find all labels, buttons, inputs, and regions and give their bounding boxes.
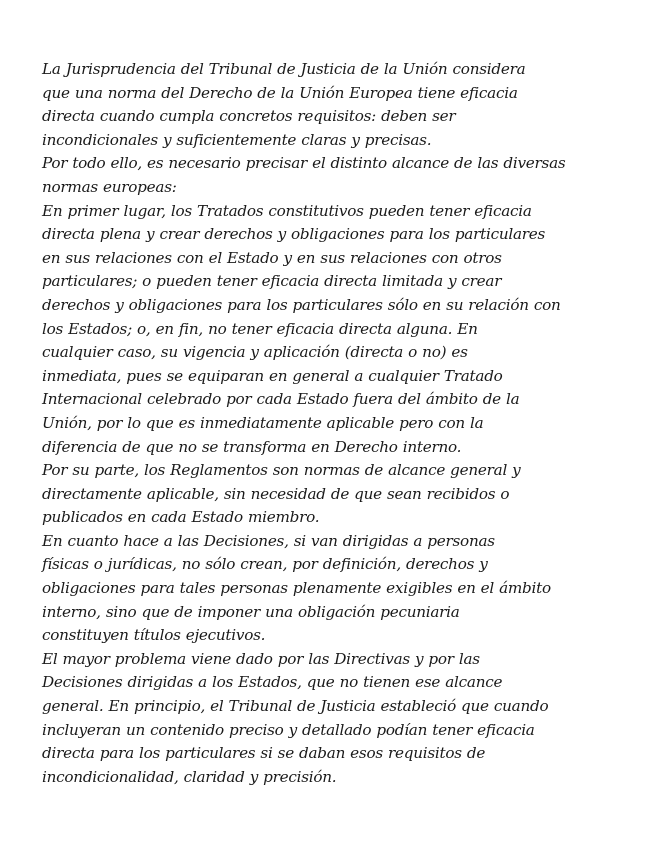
text-line: derechos y obligaciones para los particulares sólo en su relación con <box>42 295 561 314</box>
text-line: obligaciones para tales personas plenamente exigibles en el ámbito <box>42 579 551 598</box>
text-line: incondicionales y suficientemente claras y precisas. <box>42 130 432 149</box>
text-line: Decisiones dirigidas a los Estados, que no tienen ese alcance <box>42 673 503 692</box>
text-line: que una norma del Derecho de la Unión Europea tiene eficacia <box>42 83 518 102</box>
text-line: inmediata, pues se equiparan en general a cualquier Tratado <box>42 366 503 385</box>
text-line: incluyeran un contenido preciso y detallado podían tener eficacia <box>42 720 535 739</box>
text-line: general. En principio, el Tribunal de Justicia estableció que cuando <box>42 697 549 716</box>
text-line: los Estados; o, en fin, no tener eficacia directa alguna. En <box>42 319 478 338</box>
text-line: En primer lugar, los Tratados constitutivos pueden tener eficacia <box>42 201 532 220</box>
text-line: físicas o jurídicas, no sólo crean, por definición, derechos y <box>42 555 488 574</box>
text-line: En cuanto hace a las Decisiones, si van dirigidas a personas <box>42 531 495 550</box>
text-line: directamente aplicable, sin necesidad de que sean recibidos o <box>42 484 510 503</box>
document-body <box>42 58 602 789</box>
text-line: Por su parte, los Reglamentos son normas de alcance general y <box>42 461 521 480</box>
text-line: publicados en cada Estado miembro. <box>42 508 320 527</box>
text-line: Por todo ello, es necesario precisar el distinto alcance de las diversas <box>42 154 566 173</box>
text-line: en sus relaciones con el Estado y en sus relaciones con otros <box>42 248 502 267</box>
text-line: La Jurisprudencia del Tribunal de Justicia de la Unión considera <box>42 60 526 78</box>
text-line: directa para los particulares si se daban esos requisitos de <box>42 744 486 763</box>
text-line: Unión, por lo que es inmediatamente aplicable pero con la <box>42 413 484 432</box>
text-line: incondicionalidad, claridad y precisión. <box>42 767 337 786</box>
text-line: directa cuando cumpla concretos requisitos: deben ser <box>42 107 456 126</box>
text-line: cualquier caso, su vigencia y aplicación (directa o no) es <box>42 343 468 362</box>
text-line: normas europeas: <box>42 177 177 196</box>
text-line: particulares; o pueden tener eficacia directa limitada y crear <box>42 272 502 291</box>
text-line: El mayor problema viene dado por las Directivas y por las <box>42 649 480 668</box>
text-line: constituyen títulos ejecutivos. <box>42 626 266 645</box>
text-line: diferencia de que no se transforma en Derecho interno. <box>42 437 462 456</box>
text-line: interno, sino que de imponer una obligación pecuniaria <box>42 602 460 621</box>
text-line: directa plena y crear derechos y obligaciones para los particulares <box>42 225 546 244</box>
text-line: Internacional celebrado por cada Estado fuera del ámbito de la <box>42 390 520 409</box>
